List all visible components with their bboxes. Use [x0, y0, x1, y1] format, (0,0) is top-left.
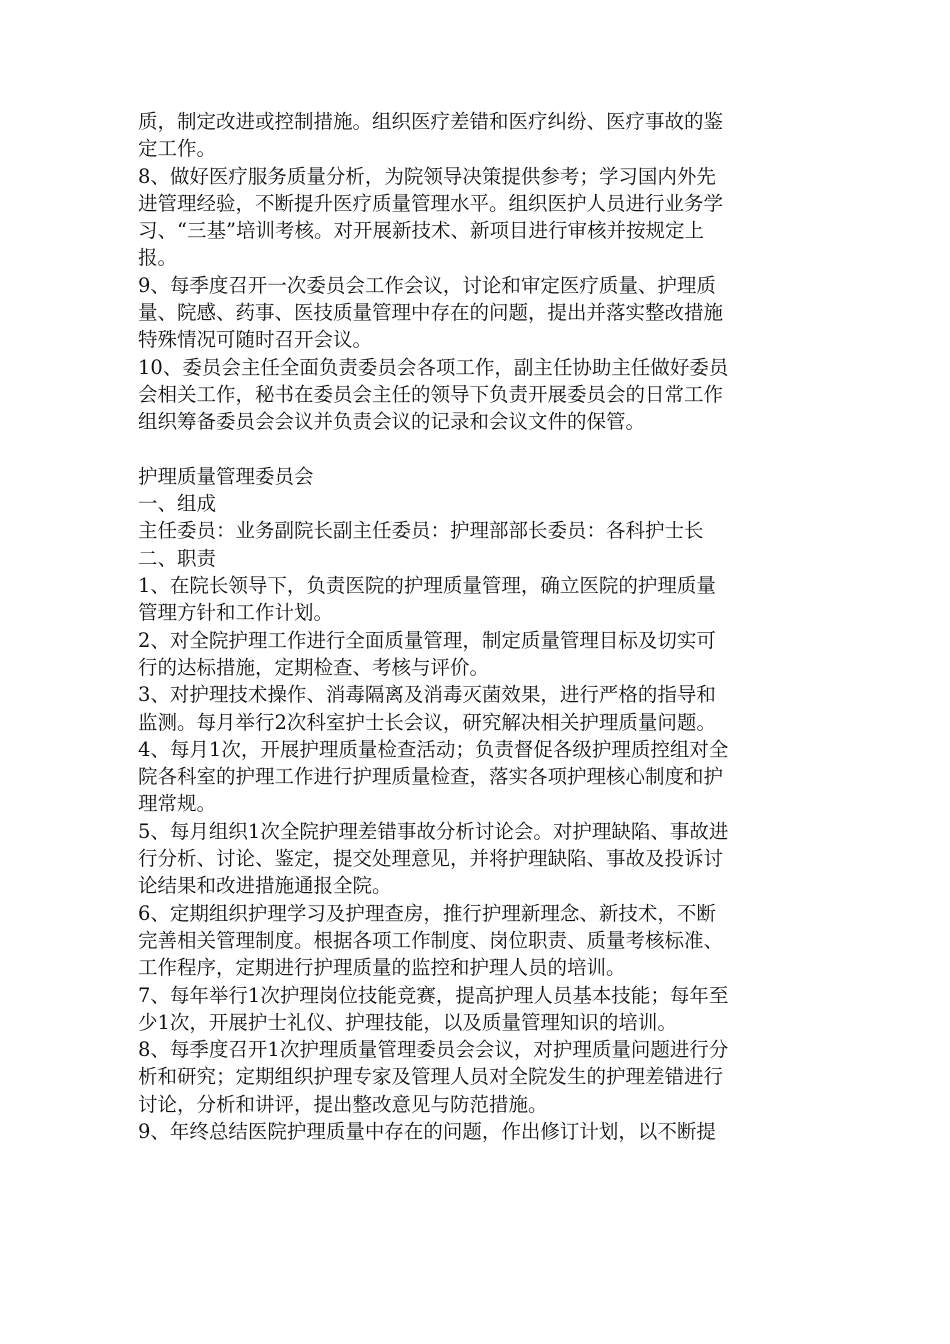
- text-line: 3、对护理技术操作、消毒隔离及消毒灭菌效果，进行严格的指导和: [138, 683, 716, 707]
- text-line: 主任委员：业务副院长副主任委员：护理部部长委员：各科护士长: [138, 519, 704, 543]
- text-line: 定工作。: [138, 137, 217, 161]
- text-line: 8、每季度召开1次护理质量管理委员会会议，对护理质量问题进行分: [138, 1038, 729, 1062]
- text-line: 论结果和改进措施通报全院。: [138, 874, 392, 898]
- text-line: 10、委员会主任全面负责委员会各项工作，副主任协助主任做好委员: [138, 355, 729, 379]
- text-line: 2、对全院护理工作进行全面质量管理，制定质量管理目标及切实可: [138, 628, 716, 652]
- text-line: 行的达标措施，定期检查、考核与评价。: [138, 655, 490, 679]
- text-line: 组织筹备委员会会议并负责会议的记录和会议文件的保管。: [138, 410, 646, 434]
- text-line: 讨论，分析和讲评，提出整改意见与防范措施。: [138, 1092, 548, 1116]
- text-line: 二、职责: [138, 546, 217, 570]
- text-line: 监测。每月举行2次科室护士长会议，研究解决相关护理质量问题。: [138, 710, 716, 734]
- text-line: 完善相关管理制度。根据各项工作制度、岗位职责、质量考核标准、: [138, 928, 724, 952]
- text-line: 7、每年举行1次护理岗位技能竞赛，提高护理人员基本技能；每年至: [138, 983, 729, 1007]
- text-line: 质，制定改进或控制措施。组织医疗差错和医疗纠纷、医疗事故的鉴: [138, 110, 724, 133]
- text-line: 少1次，开展护士礼仪、护理技能，以及质量管理知识的培训。: [138, 1010, 677, 1034]
- text-line: 工作程序，定期进行护理质量的监控和护理人员的培训。: [138, 956, 626, 980]
- text-line: 行分析、讨论、鉴定，提交处理意见，并将护理缺陷、事故及投诉讨: [138, 847, 724, 871]
- text-line: 1、在院长领导下，负责医院的护理质量管理，确立医院的护理质量: [138, 574, 716, 598]
- text-line: 理常规。: [138, 792, 217, 816]
- text-line: 9、年终总结医院护理质量中存在的问题，作出修订计划，以不断提: [138, 1119, 716, 1143]
- text-line: 4、每月1次，开展护理质量检查活动；负责督促各级护理质控组对全: [138, 737, 729, 761]
- text-line: 院各科室的护理工作进行护理质量检查，落实各项护理核心制度和护: [138, 765, 724, 789]
- text-line: 6、定期组织护理学习及护理查房，推行护理新理念、新技术，不断: [138, 901, 716, 925]
- text-line: 量、院感、药事、医技质量管理中存在的问题，提出并落实整改措施: [138, 301, 724, 325]
- text-line: 习、“三基”培训考核。对开展新技术、新项目进行审核并按规定上: [138, 219, 704, 243]
- text-line: 特殊情况可随时召开会议。: [138, 328, 373, 352]
- text-line: 5、每月组织1次全院护理差错事故分析讨论会。对护理缺陷、事故进: [138, 819, 729, 843]
- text-line: 一、组成: [138, 492, 217, 516]
- text-line: 会相关工作，秘书在委员会主任的领导下负责开展委员会的日常工作: [138, 382, 724, 406]
- text-line: 析和研究；定期组织护理专家及管理人员对全院发生的护理差错进行: [138, 1065, 724, 1089]
- text-line: 报。: [138, 246, 178, 270]
- document-body: [138, 108, 818, 1145]
- text-line: 管理方针和工作计划。: [138, 601, 334, 625]
- text-line: 9、每季度召开一次委员会工作会议，讨论和审定医疗质量、护理质: [138, 273, 716, 297]
- text-line: 进管理经验，不断提升医疗质量管理水平。组织医护人员进行业务学: [138, 191, 724, 215]
- section-title: 护理质量管理委员会: [138, 464, 314, 488]
- blank-line: [138, 436, 818, 463]
- text-line: 8、做好医疗服务质量分析，为院领导决策提供参考；学习国内外先: [138, 164, 716, 188]
